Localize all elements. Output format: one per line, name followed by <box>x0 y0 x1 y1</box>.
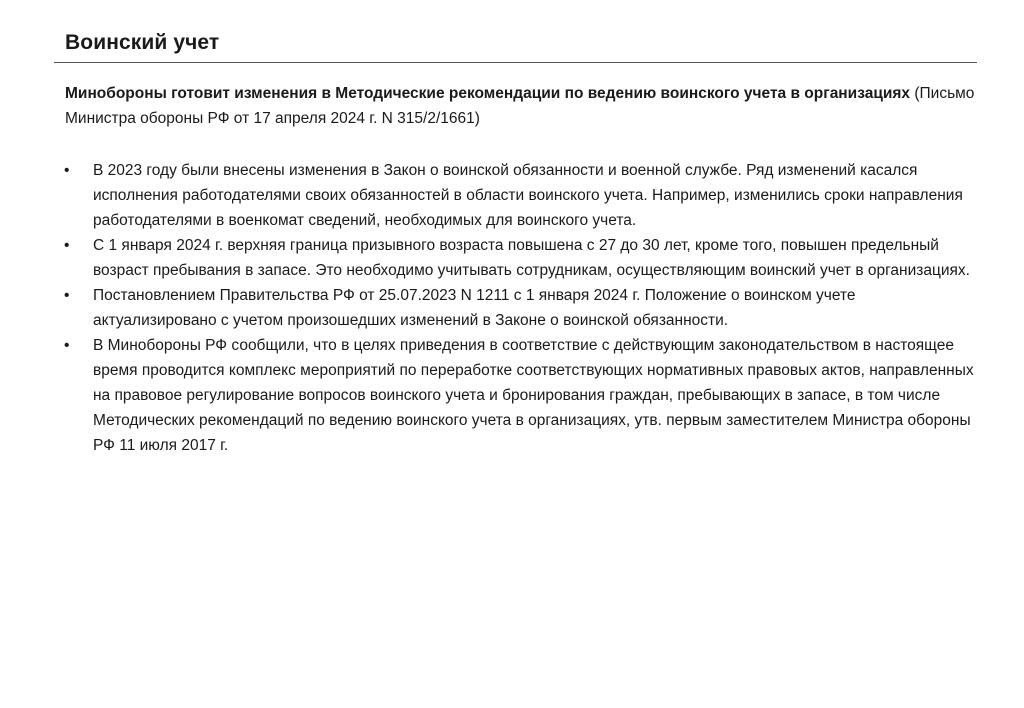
bullet-text: С 1 января 2024 г. верхняя граница призывного возраста повышена с 27 до 30 лет, кроме того, повышен предельный возраст пребывания в запасе. Это необходимо учитывать сотрудникам, осуществляющим воинский учет в организациях. <box>93 237 970 279</box>
bullet-icon: • <box>64 287 70 304</box>
intro-reference: (Письмо Министра обороны РФ от 17 апреля 2024 г. N 315/2/1661) <box>65 85 975 127</box>
bullet-item <box>64 158 979 233</box>
bullet-item <box>64 333 979 458</box>
intro-heading: Минобороны готовит изменения в Методические рекомендации по ведению воинского учета в организациях <box>65 85 911 102</box>
bullet-text: Постановлением Правительства РФ от 25.07.2023 N 1211 с 1 января 2024 г. Положение о воинском учете актуализировано с учетом произошедших изменений в Законе о воинской обязанности. <box>93 287 856 329</box>
title-divider <box>54 62 977 63</box>
bullet-text: В 2023 году были внесены изменения в Закон о воинской обязанности и военной службе. Ряд изменений касался исполнения работодателями своих обязанностей в области воинского учета. Например, изменились сроки направления работодателями в военкомат сведений, необходимых для воинского учета. <box>93 162 963 229</box>
bullet-item <box>64 283 979 333</box>
bullet-item <box>64 233 979 283</box>
bullet-text: В Минобороны РФ сообщили, что в целях приведения в соответствие с действующим законодательством в настоящее время проводится комплекс мероприятий по переработке соответствующих нормативных правовых актов, направленных на правовое регулирование вопросов воинского учета и бронирования граждан, пребывающих в запасе, в том числе Методических рекомендаций по ведению воинского учета в организациях, утв. первым заместителем Министра обороны РФ 11 июля 2017 г. <box>93 337 974 454</box>
intro-paragraph <box>65 81 975 131</box>
bullet-list <box>64 158 979 458</box>
bullet-icon: • <box>64 237 70 254</box>
bullet-icon: • <box>64 162 70 179</box>
bullet-icon: • <box>64 337 70 354</box>
page-title: Воинский учет <box>65 31 220 54</box>
